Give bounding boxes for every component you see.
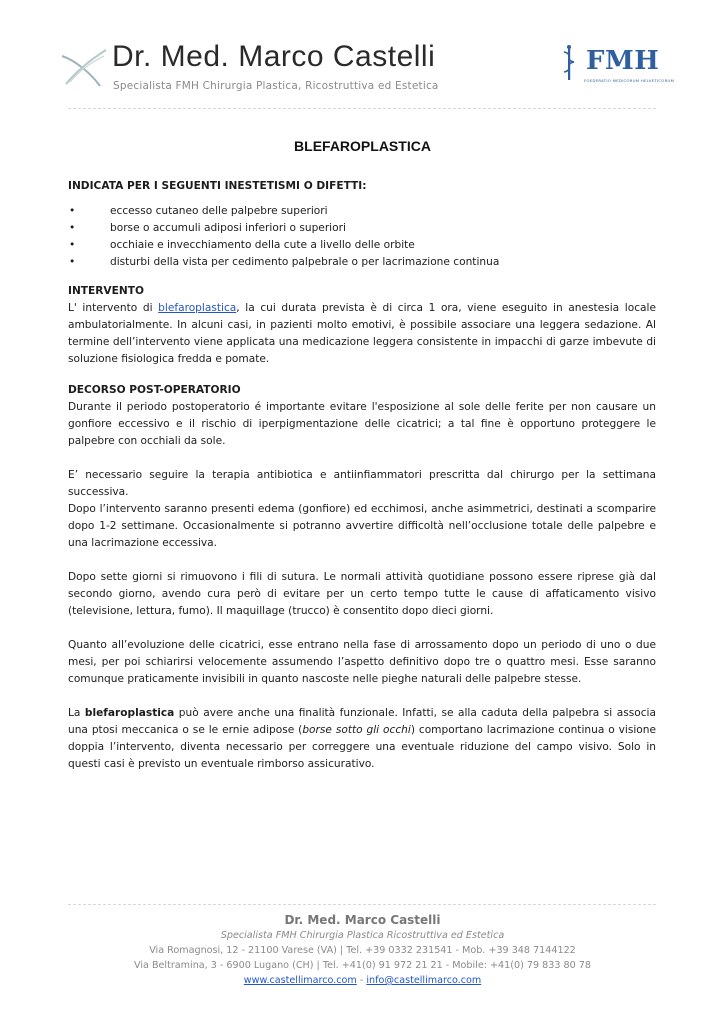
- footer-divider: [68, 904, 656, 905]
- website-link[interactable]: www.castellimarco.com: [243, 975, 357, 986]
- indications-heading: INDICATA PER I SEGUENTI INESTETISMI O DIFETTI:: [68, 180, 367, 192]
- page-title: BLEFAROPLASTICA: [294, 138, 431, 154]
- swoosh-logo-icon: [60, 46, 108, 90]
- decorso-paragraph-4: Quanto all’evoluzione delle cicatrici, esse entrano nella fase di arrossamento dopo un periodo di uno o due mesi, per poi schiarirsi velocemente assumendo l’aspetto definitivo dopo tre o quattro mesi. Esse saranno comunque praticamente invisibili in quanto nascoste nelle pieghe naturali delle palpebre stesse.: [68, 639, 656, 685]
- footer-address-lugano: Via Beltramina, 3 - 6900 Lugano (CH) | Tel. +41(0) 91 972 21 21 - Mobile: +41(0) 79 833 80 78: [134, 960, 591, 971]
- bullet-marker: •: [69, 256, 76, 268]
- decorso-paragraph-5: La blefaroplastica può avere anche una finalità funzionale. Infatti, se alla caduta della palpebra si associa una ptosi meccanica o se le ernie adipose (borse sotto gli occhi) comportano lacrimazione continua o visione doppia l’intervento, diventa necessario per correggere una eventuale riduzione del campo visivo. Solo in questi casi è previsto un eventuale rimborso assicurativo.: [68, 707, 657, 770]
- footer-doctor-name: Dr. Med. Marco Castelli: [284, 913, 441, 927]
- decorso-paragraph-2b: Dopo l’intervento saranno presenti edema (gonfiore) ed ecchimosi, anche asimmetrici, destinati a scomparire dopo 1-2 settimane. Occasionalmente si potranno avvertire difficoltà nell’occlusione totale delle palpebre e una lacrimazione eccessiva.: [68, 503, 656, 549]
- decorso-paragraph-3: Dopo sette giorni si rimuovono i fili di sutura. Le normali attività quotidiane possono essere riprese già dal secondo giorno, avendo cura però di evitare per un certo tempo tutte le cause di affaticamento visivo (televisione, lettura, fumo). Il maquillage (trucco) è consentito dopo dieci giorni.: [68, 571, 656, 617]
- bullet-marker: •: [69, 222, 76, 234]
- main-content: [68, 178, 656, 773]
- footer-address-varese: Via Romagnosi, 12 - 21100 Varese (VA) | Tel. +39 0332 231541 - Mob. +39 348 7144122: [149, 945, 576, 956]
- email-link[interactable]: info@castellimarco.com: [366, 975, 482, 986]
- decorso-paragraph-2a: E’ necessario seguire la terapia antibiotica e antiinfiammatori prescritta dal chirurgo per la settimana successiva.: [68, 469, 656, 498]
- bullet-marker: •: [69, 205, 76, 217]
- list-item: • disturbi della vista per cedimento palpebrale o per lacrimazione continua: [68, 254, 656, 271]
- blefaroplastica-link[interactable]: blefaroplastica: [158, 302, 237, 314]
- header-subtitle: Specialista FMH Chirurgia Plastica, Ricostruttiva ed Estetica: [113, 80, 439, 92]
- indications-list: [68, 203, 656, 271]
- header-divider: [68, 108, 656, 109]
- list-item: • occhiaie e invecchiamento della cute a livello delle orbite: [68, 237, 656, 254]
- intervento-heading: INTERVENTO: [68, 285, 144, 297]
- header-doctor-name: Dr. Med. Marco Castelli: [112, 40, 436, 73]
- footer-links: www.castellimarco.com - info@castellimarco.com: [243, 975, 482, 986]
- decorso-paragraph-1: Durante il periodo postoperatorio é importante evitare l'esposizione al sole delle ferite per non causare un gonfiore eccessivo e il rischio di iperpigmentazione delle cicatrici; a tal fine è opportuno proteggere le palpebre con occhiali da sole.: [68, 401, 656, 447]
- fmh-tagline: FOEDERATIO MEDICORUM HELVETICORUM: [584, 78, 675, 83]
- list-item: • eccesso cutaneo delle palpebre superiori: [68, 203, 656, 220]
- footer: [0, 912, 725, 988]
- bullet-marker: •: [69, 239, 76, 251]
- list-item: • borse o accumuli adiposi inferiori o superiori: [68, 220, 656, 237]
- footer-subtitle: Specialista FMH Chirurgia Plastica Ricostruttiva ed Estetica: [220, 930, 505, 941]
- fmh-logo-text: FMH: [586, 46, 660, 76]
- intervento-paragraph: L' intervento di blefaroplastica, la cui durata prevista è di circa 1 ora, viene eseguito in anestesia locale ambulatorialmente. In alcuni casi, in pazienti molto emotivi, è possibile associare una leggera sedazione. Al termine dell’intervento viene applicata una medicazione leggera consistente in impacchi di garze imbevute di soluzione fisiologica fredda e pomate.: [68, 302, 656, 365]
- decorso-heading: DECORSO POST-OPERATORIO: [68, 384, 241, 396]
